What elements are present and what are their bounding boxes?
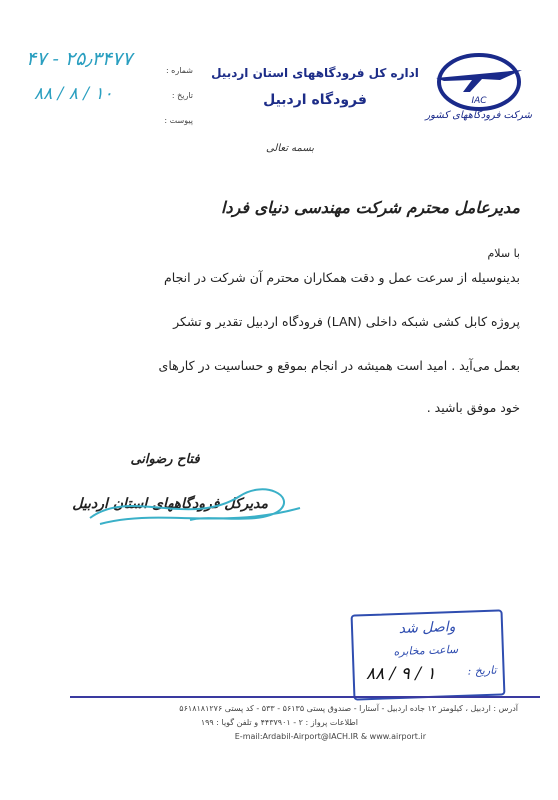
date-label: تاریخ : <box>171 91 193 100</box>
number-value: ۴۷ - ۲۵٫۳۴۷۷ <box>26 48 133 70</box>
company-name: شرکت فرودگاههای کشور <box>425 110 532 121</box>
footer-phones: اطلاعات پرواز : ۲ - ۴۴۳۷۹۰۱ و تلفن گویا : ۱۹۹ <box>200 718 358 727</box>
footer-address: آدرس : اردبیل ، کیلومتر ۱۲ جاده اردبیل - آستارا - صندوق پستی ۵۶۱۳۵ - ۵۳۳ - کد پستی ۵۶۱۸۱۸۱۲۷۶ <box>179 704 518 713</box>
footer-email: E-mail:Ardabil-Airport@IACH.IR & www.airport.ir <box>234 732 426 741</box>
body-line: خود موفق باشید . <box>426 400 520 415</box>
greeting: با سلام <box>487 247 520 260</box>
logo-text: IAC <box>471 96 487 106</box>
stamp-status: واصل شد <box>398 619 456 638</box>
org-line-2: فرودگاه اردبیل <box>263 92 367 108</box>
salutation: مدیرعامل محترم شرکت مهندسی دنیای فردا <box>221 198 520 217</box>
body-line: بعمل می‌آید . امید است همیشه در انجام بموقع و حساسیت در کارهای <box>158 358 520 373</box>
stamp-date-value: ۸۸ / ۹ / ۱ <box>366 664 436 684</box>
signatory-title: مدیرکل فرودگاههای استان اردبیل <box>72 496 268 512</box>
bismillah: بسمه تعالی <box>265 143 315 154</box>
stamp-time-label: ساعت مخابره <box>393 642 459 659</box>
airplane-logo-icon <box>430 48 528 116</box>
signatory-name: فتاح رضوانی <box>130 452 200 467</box>
number-label: شماره : <box>165 66 193 75</box>
body-line: پروژه کابل کشی شبکه داخلی (LAN) فرودگاه اردبیل تقدیر و تشکر <box>173 314 520 329</box>
stamp-date-label: تاریخ : <box>467 663 497 678</box>
signature-scribble-icon <box>70 468 320 538</box>
body-line: بدینوسیله از سرعت عمل و دقت همکاران محترم آن شرکت در انجام <box>164 270 520 285</box>
receipt-stamp <box>351 609 506 700</box>
footer-divider <box>70 696 540 698</box>
org-line-1: اداره کل فرودگاههای استان اردبیل <box>211 66 419 80</box>
date-value: ۸۸ / ۸ / ۱۰ <box>34 84 113 104</box>
attachment-label: پیوست : <box>164 116 193 125</box>
